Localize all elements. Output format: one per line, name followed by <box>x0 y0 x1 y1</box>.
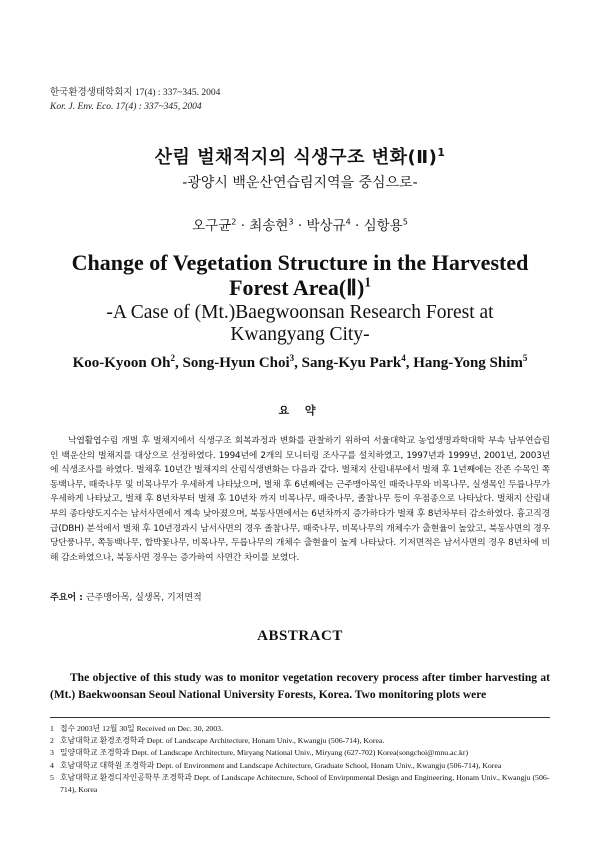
title-korean <box>0 143 600 169</box>
footnote-text: 밀양대학교 조경학과 Dept. of Landscape Architecture, Miryang National Univ., Miryang (627-702) Korea(songchoi@mnu.ac.kr) <box>60 748 469 758</box>
author-ko-mark: 4 <box>345 216 351 227</box>
footnote-text: 호남대학교 환경조경학과 Dept. of Landscape Architecture, Honam Univ., Kwangju (506-714), Korea. <box>60 736 385 746</box>
korean-abstract-heading: 요 약 <box>278 404 322 417</box>
journal-citation <box>50 86 220 114</box>
author-en-name: Song-Hyun Choi <box>182 355 290 371</box>
footnote-number: 4 <box>50 760 54 770</box>
footnote-4 <box>50 760 555 772</box>
footnote-number: 2 <box>50 736 54 746</box>
author-separator: · <box>350 218 364 234</box>
journal-citation-ko: 한국환경생태학회지 17(4) : 337~345. 2004 <box>50 88 221 98</box>
english-abstract-body: The objective of this study was to monitor vegetation recovery process after timber harvesting at (Mt.) Baekwoonsan Seoul National University Forests, Korea. Two monitoring plots were <box>50 672 550 701</box>
author-en-separator: , <box>294 355 302 371</box>
subtitle-english <box>40 302 560 346</box>
footnote-text: 접수 2003년 12월 30일 Received on Dec. 30, 2003. <box>60 724 224 733</box>
title-english <box>40 250 560 300</box>
author-ko-4 <box>364 218 408 234</box>
author-ko-2 <box>249 218 293 234</box>
author-separator: · <box>293 218 307 234</box>
author-ko-mark: 3 <box>288 216 294 227</box>
author-en-3 <box>302 355 406 371</box>
title-english-line-2 <box>40 275 560 300</box>
author-en-4 <box>413 355 527 371</box>
author-ko-1 <box>192 218 236 234</box>
footnote-5 <box>50 772 555 796</box>
author-separator: · <box>236 218 250 234</box>
footnote-1 <box>50 723 555 735</box>
author-ko-name: 오구균 <box>192 218 232 234</box>
author-en-2 <box>183 355 295 371</box>
author-ko-mark: 2 <box>231 216 237 227</box>
author-en-mark: 3 <box>289 353 295 363</box>
title-english-line-2-text: Forest Area(Ⅱ) <box>229 275 365 300</box>
author-en-mark: 2 <box>170 353 176 363</box>
footnote-text: 호남대학교 대학원 조경학과 Dept. of Environment and Landscape Achitecture, Graduate School, Honam Univ., Kwangju (506-714), Korea <box>60 760 502 770</box>
author-en-mark: 4 <box>401 353 406 363</box>
author-ko-name: 최송현 <box>249 218 289 234</box>
author-en-separator: , <box>175 355 183 371</box>
author-ko-name: 심항용 <box>363 218 403 234</box>
author-en-name: Hang-Yong Shim <box>413 355 523 371</box>
title-korean-text: 산림 벌채적지의 식생구조 변화(Ⅱ) <box>154 147 438 168</box>
footnote-number: 3 <box>50 748 54 758</box>
footnotes <box>50 723 555 796</box>
footnote-number: 5 <box>50 772 54 782</box>
footnote-3 <box>50 747 555 759</box>
author-ko-mark: 5 <box>402 216 408 227</box>
keywords-text: 근주맹아목, 실생목, 기저면적 <box>85 593 202 603</box>
authors-english <box>20 355 580 372</box>
journal-citation-en: Kor. J. Env. Eco. 17(4) : 337~345, 2004 <box>50 102 202 112</box>
title-english-footnote-mark: 1 <box>364 274 371 290</box>
title-english-line-1: Change of Vegetation Structure in the Harvested <box>71 250 529 275</box>
footnote-2 <box>50 735 555 747</box>
footnote-number: 1 <box>50 724 54 733</box>
authors-korean <box>0 214 600 234</box>
footnote-divider <box>50 717 550 718</box>
footnote-text: 호남대학교 환경디자인공학부 조경학과 Dept. of Landscape Achitecture, School of Envirpnmental Design and Engineering, Honam Univ., Kwangju (506-714), Korea <box>60 772 550 795</box>
keywords-label: 주요어 : <box>50 593 86 603</box>
author-en-name: Sang-Kyu Park <box>301 355 402 371</box>
subtitle-korean: -광양시 백운산연습림지역을 중심으로- <box>182 175 418 191</box>
author-en-mark: 5 <box>522 353 528 363</box>
keywords <box>50 590 550 603</box>
korean-abstract-body: 낙엽활엽수림 개벌 후 벌채지에서 식생구조 회복과정과 변화를 관찰하기 위하여 서울대학교 농업생명과학대학 부속 남부연습림인 백운산의 벌채지를 대상으로 선정하였다. 1994년에 2개의 모니터링 조사구를 설치하였고, 1997년과 1999년, 2001년, 2003년에 식생조사를 하였다. 벌채후 10년간 벌채지의 산림식생변화는 다음과 같다. 벌채지 산림내부에서 벌채 후 1년째에는 잔존 수목인 쪽동백나무, 때죽나무 및 비목나무가 우세하게 나타났으며, 벌채 후 6년째에는 근주맹아목인 때죽나무와 비목나무, 실생목인 두릅나무가 우세하게 나타났고, 벌채 후 8년차부터 벌채 후 10년차 까지 비목나무, 때죽나무, 졸참나무 등이 우점종으로 나타났다. 벌채지 산림내부의 종다양도지수는 남서사면에서 계속 낮아졌으며, 북동사면에서는 6년차까지 증가하다가 벌채 후 8년차부터 감소하였다. 흉고직경급(DBH) 분석에서 벌채 후 10년경과시 남서사면의 경우 졸참나무, 때죽나무, 비목나무의 개체수가 출현율이 높았고, 북동사면의 경우 당단풍나무, 쪽동백나무, 합박꽃나무, 비목나무, 두릅나무의 개체수 출현율이 높게 나타났다. 기저면적은 남서사면의 경우 8년차에 비해 감소하였으나, 북동사면 경우는 증가하여 사면간 차이를 보였다. <box>50 436 550 563</box>
subtitle-english-line-2: Kwangyang City- <box>230 324 370 345</box>
subtitle-english-line-1: -A Case of (Mt.)Baegwoonsan Research Forest at <box>106 302 494 323</box>
author-ko-3 <box>306 218 350 234</box>
author-en-separator: , <box>405 355 414 371</box>
author-en-name: Koo-Kyoon Oh <box>72 355 171 371</box>
english-abstract-heading: ABSTRACT <box>257 628 343 644</box>
title-korean-footnote-mark: 1 <box>437 146 446 159</box>
author-ko-name: 박상규 <box>306 218 346 234</box>
author-en-1 <box>73 355 175 371</box>
